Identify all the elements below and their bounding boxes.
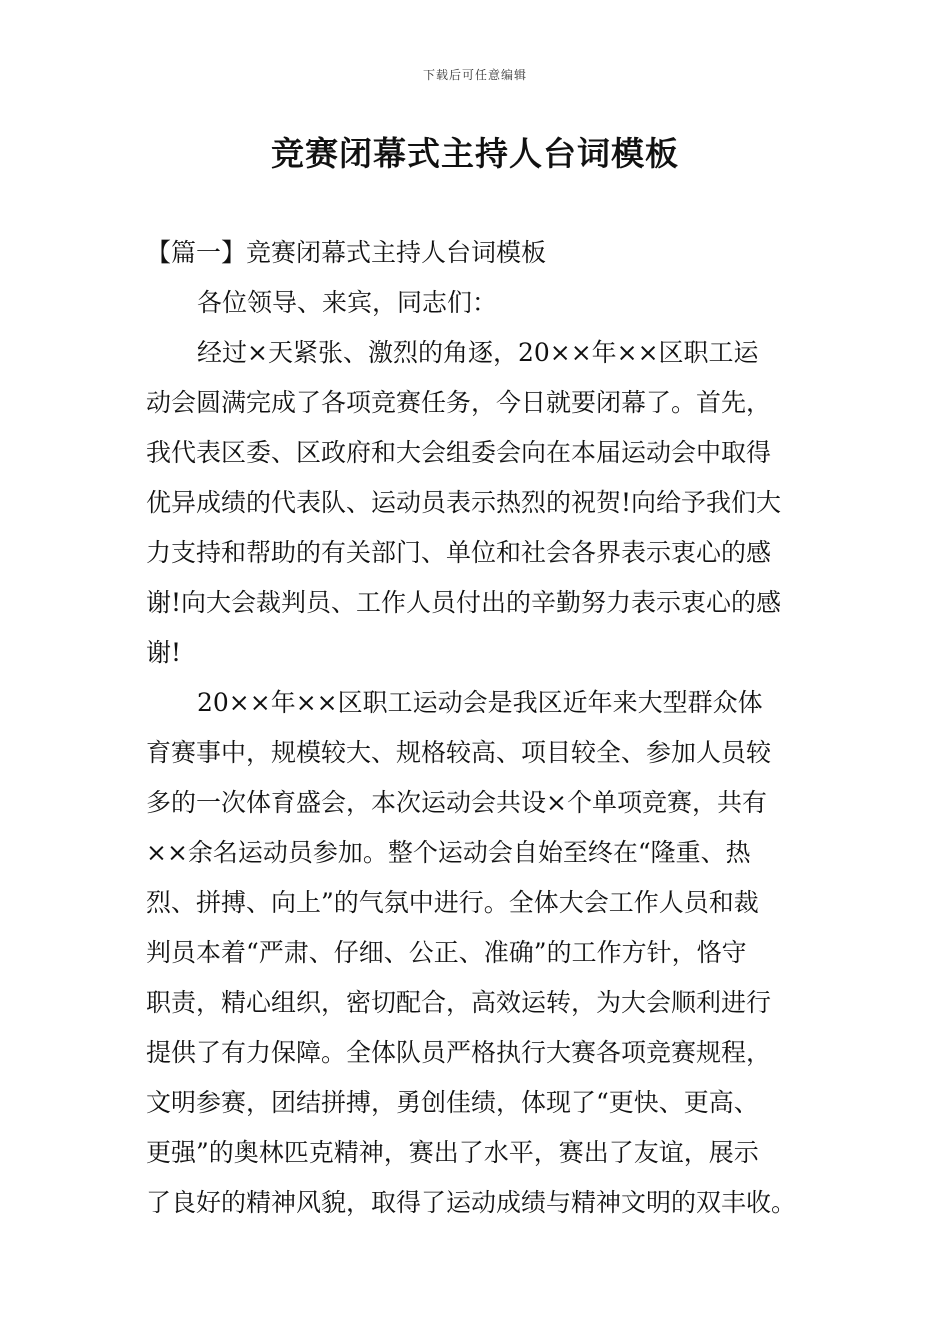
paragraph-line: 动会圆满完成了各项竞赛任务，今日就要闭幕了。首先，: [146, 388, 772, 417]
paragraph-line: 我代表区委、区政府和大会组委会向在本届运动会中取得: [146, 438, 772, 467]
paragraph-line: ××余名运动员参加。整个运动会自始至终在“隆重、热: [146, 838, 751, 867]
paragraph-salutation: [146, 278, 810, 328]
paragraph-line: 了良好的精神风貌，取得了运动成绩与精神文明的双丰收。: [146, 1188, 797, 1217]
paragraph-line: 优异成绩的代表队、运动员表示热烈的祝贺!向给予我们大: [146, 488, 782, 517]
paragraph-line: 提供了有力保障。全体队员严格执行大赛各项竞赛规程，: [146, 1038, 772, 1067]
header-note: 下载后可任意编辑: [422, 68, 527, 82]
section-heading: 【篇一】竞赛闭幕式主持人台词模板: [146, 238, 547, 267]
paragraph-line: 谢!向大会裁判员、工作人员付出的辛勤努力表示衷心的感: [146, 588, 782, 617]
paragraph-line: 更强”的奥林匹克精神，赛出了水平，赛出了友谊，展示: [146, 1138, 759, 1167]
paragraph-summary: [146, 678, 810, 1228]
paragraph-line: 烈、拼搏、向上”的气氛中进行。全体大会工作人员和裁: [146, 888, 759, 917]
paragraph-line: 育赛事中，规模较大、规格较高、项目较全、参加人员较: [146, 738, 772, 767]
paragraph-opening: [146, 328, 810, 678]
paragraph-line: 经过×天紧张、激烈的角逐，20××年××区职工运: [197, 338, 759, 367]
paragraph-line: 各位领导、来宾，同志们：: [197, 288, 498, 317]
paragraph-line: 20××年××区职工运动会是我区近年来大型群众体: [197, 688, 763, 717]
paragraph-line: 力支持和帮助的有关部门、单位和社会各界表示衷心的感: [146, 538, 772, 567]
paragraph-line: 多的一次体育盛会，本次运动会共设×个单项竞赛，共有: [146, 788, 767, 817]
paragraph-line: 判员本着“严肃、仔细、公正、准确”的工作方针，恪守: [146, 938, 747, 967]
document-title: 竞赛闭幕式主持人台词模板: [271, 134, 679, 173]
paragraph-line: 文明参赛，团结拼搏，勇创佳绩，体现了“更快、更高、: [146, 1088, 759, 1117]
paragraph-line: 谢!: [146, 638, 182, 667]
document-body: [146, 228, 810, 1228]
paragraph-line: 职责，精心组织，密切配合，高效运转，为大会顺利进行: [146, 988, 772, 1017]
